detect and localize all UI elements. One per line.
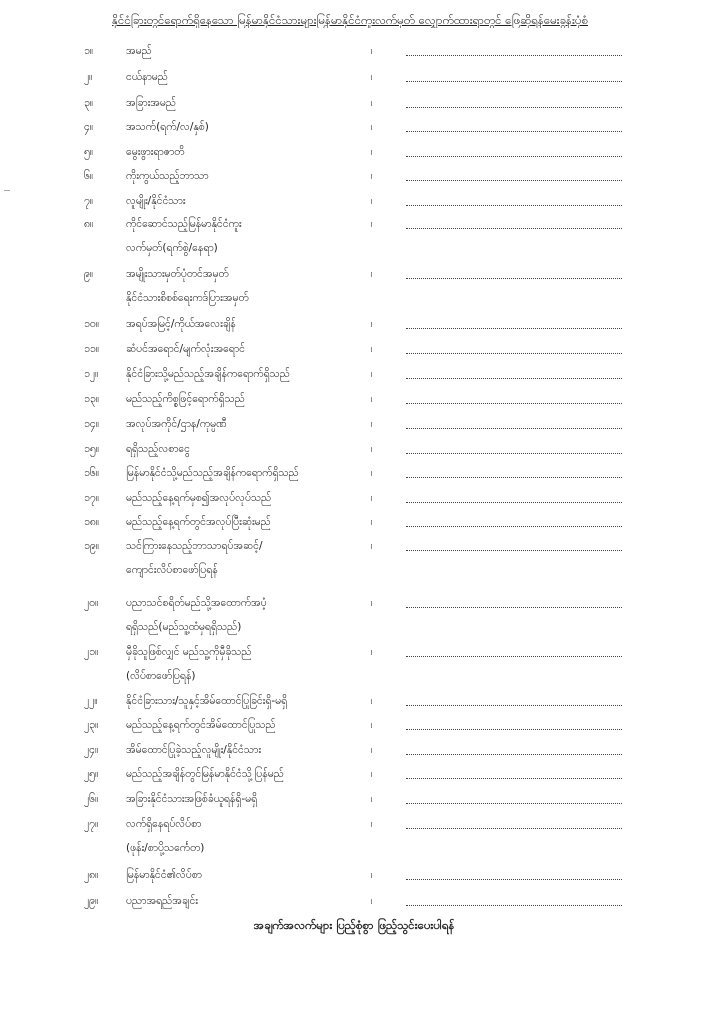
form-row	[0, 365, 708, 383]
scan-mark	[4, 190, 10, 191]
item-separator: ၊	[371, 71, 373, 83]
footer-note: အချက်အလက်များ ပြည့်စုံစွာ ဖြည့်သွင်းပေးပါရန်	[253, 918, 455, 932]
form-row-continuation	[0, 289, 708, 307]
form-row-continuation	[0, 618, 708, 636]
item-separator: ၊	[371, 418, 373, 430]
item-separator: ၊	[371, 146, 373, 158]
item-label: ဆံပင်အရောင်/မျက်လုံးအရောင်	[126, 343, 245, 355]
form-row-continuation	[0, 839, 708, 857]
item-label: မည်သည့်နေ့ရက်မှစ၍အလုပ်လုပ်သည်	[126, 492, 272, 504]
answer-field[interactable]	[406, 502, 622, 503]
item-number: ၂၅။	[84, 768, 99, 780]
answer-field[interactable]	[406, 107, 622, 108]
item-label: မည်သည့်အချိန်တွင်မြန်မာနိုင်ငံသို့ပြန်မည်	[126, 768, 284, 780]
item-label: အရပ်အမြင့်/ကိုယ်အလေးချိန်	[126, 318, 236, 330]
item-label: နိုင်ငံခြားသို့မည်သည့်အချိန်ကရောက်ရှိသည်	[126, 368, 290, 380]
item-number: ၄။	[84, 121, 94, 133]
form-row	[0, 192, 708, 210]
item-number: ၂၆။	[84, 793, 99, 805]
item-label: အသက်(ရက်/လ/နှစ်)	[126, 121, 209, 133]
item-label: အိမ်ထောင်ပြုခဲ့သည့်လူမျိုး/နိုင်ငံသား	[126, 744, 262, 756]
item-number: ၁၈။	[84, 516, 100, 528]
item-number: ၁၁။	[84, 343, 99, 355]
answer-field[interactable]	[406, 879, 622, 880]
item-label: ပညာအရည်အချင်း	[126, 895, 198, 907]
item-separator: ၊	[371, 719, 373, 731]
item-separator: ၊	[371, 45, 373, 57]
item-number: ၁၂။	[84, 368, 99, 380]
item-separator: ၊	[371, 268, 373, 280]
item-number: ၂၁။	[84, 646, 99, 658]
item-separator: ၊	[371, 597, 373, 609]
item-number: ၁၄။	[84, 418, 99, 430]
answer-field[interactable]	[406, 353, 622, 354]
answer-field[interactable]	[406, 729, 622, 730]
form-row	[0, 643, 708, 661]
item-separator: ၊	[371, 368, 373, 380]
form-title: နိုင်ငံခြားတွင်ရောက်ရှိနေသော မြန်မာနိုင်ငံသားများမြန်မာနိုင်ငံကူးလက်မှတ် လျှောက်ထားရာတွင် ဖြေဆိုရန်မေးခွန်းပုံစံ	[112, 13, 588, 27]
item-separator: ၊	[371, 218, 373, 230]
form-row	[0, 790, 708, 808]
form-row	[0, 42, 708, 60]
item-label: ငယ်နာမည်	[126, 71, 168, 83]
item-label: သင်ကြားနေသည့်ဘာသာရပ်အဆင့်/	[126, 540, 263, 552]
form-row	[0, 537, 708, 555]
form-row	[0, 215, 708, 233]
form-row	[0, 315, 708, 333]
item-number: ၇။	[84, 195, 94, 207]
item-number: ၅။	[84, 146, 94, 158]
answer-field[interactable]	[406, 156, 622, 157]
form-row	[0, 143, 708, 161]
item-label-continuation: ရရှိသည်(မည်သူ့ထံမှရရှိသည်)	[126, 621, 242, 633]
answer-field[interactable]	[406, 378, 622, 379]
item-label-continuation: (လိပ်စာဖော်ပြရန်)	[126, 670, 196, 682]
answer-field[interactable]	[406, 754, 622, 755]
answer-field[interactable]	[406, 205, 622, 206]
answer-field[interactable]	[406, 228, 622, 229]
item-separator: ၊	[371, 895, 373, 907]
form-row	[0, 765, 708, 783]
item-number: ၂။	[84, 71, 93, 83]
item-number: ၂၈။	[84, 869, 99, 881]
answer-field[interactable]	[406, 803, 622, 804]
item-label-continuation: နိုင်ငံသားစိစစ်ရေးကဒ်ပြားအမှတ်	[126, 292, 249, 304]
item-separator: ၊	[371, 170, 373, 182]
item-label: အခြားနိုင်ငံသားအဖြစ်ခံယူရန်ရှိ-မရှိ	[126, 793, 258, 805]
item-separator: ၊	[371, 695, 373, 707]
item-number: ၆။	[84, 170, 94, 182]
answer-field[interactable]	[406, 278, 622, 279]
form-row-continuation	[0, 239, 708, 257]
answer-field[interactable]	[406, 656, 622, 657]
item-label: မြန်မာနိုင်ငံ၏လိပ်စာ	[126, 869, 202, 881]
item-separator: ၊	[371, 492, 373, 504]
form-row	[0, 866, 708, 884]
item-number: ၃။	[84, 97, 94, 109]
answer-field[interactable]	[406, 428, 622, 429]
item-separator: ၊	[371, 768, 373, 780]
item-separator: ၊	[371, 121, 373, 133]
answer-field[interactable]	[406, 403, 622, 404]
item-separator: ၊	[371, 318, 373, 330]
item-separator: ၊	[371, 97, 373, 109]
item-label: မွေးဖွားရာဇာတိ	[126, 146, 185, 158]
item-number: ၁၃။	[84, 393, 99, 405]
form-row	[0, 94, 708, 112]
answer-field[interactable]	[406, 607, 622, 608]
answer-field[interactable]	[406, 81, 622, 82]
item-label: မှီခိုသူဖြစ်လျှင် မည်သူ့ကိုမှီခိုသည်	[126, 646, 252, 658]
item-separator: ၊	[371, 343, 373, 355]
form-row	[0, 464, 708, 482]
item-label: အခြားအမည်	[126, 97, 177, 109]
item-label: မည်သည့်နေ့ရက်တွင်အိမ်ထောင်ပြုသည်	[126, 719, 276, 731]
item-separator: ၊	[371, 195, 373, 207]
item-label: မည်သည့်ကိစ္စဖြင့်ရောက်ရှိသည်	[126, 393, 245, 405]
item-label-continuation: လက်မှတ်(ရက်စွဲ/နေရာ)	[126, 242, 218, 254]
item-number: ၁၀။	[84, 318, 99, 330]
item-label: လက်ရှိနေရပ်လိပ်စာ	[126, 818, 202, 830]
answer-field[interactable]	[406, 55, 622, 56]
answer-field[interactable]	[406, 453, 622, 454]
item-label: အမည်	[126, 45, 152, 57]
form-row-continuation	[0, 561, 708, 579]
answer-field[interactable]	[406, 828, 622, 829]
item-number: ၂၃။	[84, 719, 99, 731]
form-row	[0, 167, 708, 185]
item-label: လူမျိုး/နိုင်ငံသား	[126, 195, 186, 207]
item-separator: ၊	[371, 818, 373, 830]
item-separator: ၊	[371, 646, 373, 658]
answer-field[interactable]	[406, 526, 622, 527]
answer-field[interactable]	[406, 705, 622, 706]
item-separator: ၊	[371, 516, 373, 528]
item-separator: ၊	[371, 443, 373, 455]
item-number: ၂၄။	[84, 744, 99, 756]
answer-field[interactable]	[406, 905, 622, 906]
item-label: ပညာသင်စရိတ်မည်သို့အထောက်အပံ့	[126, 597, 267, 609]
form-row	[0, 692, 708, 710]
item-separator: ၊	[371, 869, 373, 881]
item-number: ၁၅။	[84, 443, 99, 455]
item-separator: ၊	[371, 793, 373, 805]
form-row	[0, 415, 708, 433]
form-row	[0, 594, 708, 612]
item-separator: ၊	[371, 540, 373, 552]
form-row	[0, 489, 708, 507]
item-label-continuation: ကျောင်းလိပ်စာဖော်ပြရန်	[126, 564, 218, 576]
item-number: ၁၇။	[84, 492, 99, 504]
item-number: ၈။	[84, 218, 94, 230]
item-label: အလုပ်အကိုင်/ဌာန/ကုမ္ပဏီ	[126, 418, 227, 430]
item-number: ၂၇။	[84, 818, 99, 830]
form-row-continuation	[0, 667, 708, 685]
item-label: ကိုင်ဆောင်သည့်မြန်မာနိုင်ငံကူး	[126, 218, 242, 230]
answer-field[interactable]	[406, 131, 622, 132]
answer-field[interactable]	[406, 778, 622, 779]
answer-field[interactable]	[406, 180, 622, 181]
item-number: ၉။	[84, 268, 94, 280]
form-row	[0, 390, 708, 408]
item-label: ကိုးကွယ်သည့်ဘာသာ	[126, 170, 209, 182]
form-row	[0, 892, 708, 910]
answer-field[interactable]	[406, 328, 622, 329]
form-row	[0, 340, 708, 358]
item-label: အမျိုးသားမှတ်ပုံတင်အမှတ်	[126, 268, 229, 280]
item-label: နိုင်ငံခြားသား/သူနှင့်အိမ်ထောင်ပြုခြင်းရှိ-မရှိ	[126, 695, 288, 707]
form-row	[0, 815, 708, 833]
item-label-continuation: (ဖုန်း/စာပို့သင်္ကေတ)	[126, 842, 205, 854]
item-number: ၁၆။	[84, 467, 99, 479]
item-label: မြန်မာနိုင်ငံသို့မည်သည့်အချိန်ကရောက်ရှိသည်	[126, 467, 299, 479]
item-number: ၂၉။	[84, 895, 99, 907]
item-number: ၂၂။	[84, 695, 98, 707]
form-row	[0, 68, 708, 86]
answer-field[interactable]	[406, 550, 622, 551]
form-row	[0, 513, 708, 531]
item-number: ၂၀။	[84, 597, 99, 609]
item-separator: ၊	[371, 467, 373, 479]
item-number: ၁၉။	[84, 540, 99, 552]
item-label: မည်သည့်နေ့ရက်တွင်အလုပ်ပြီးဆုံးမည်	[126, 516, 271, 528]
form-row	[0, 265, 708, 283]
item-number: ၁။	[84, 45, 94, 57]
item-separator: ၊	[371, 744, 373, 756]
form-row	[0, 118, 708, 136]
form-row	[0, 716, 708, 734]
form-row	[0, 741, 708, 759]
item-label: ရရှိသည့်လစာငွေ	[126, 443, 190, 455]
answer-field[interactable]	[406, 477, 622, 478]
item-separator: ၊	[371, 393, 373, 405]
form-row	[0, 440, 708, 458]
